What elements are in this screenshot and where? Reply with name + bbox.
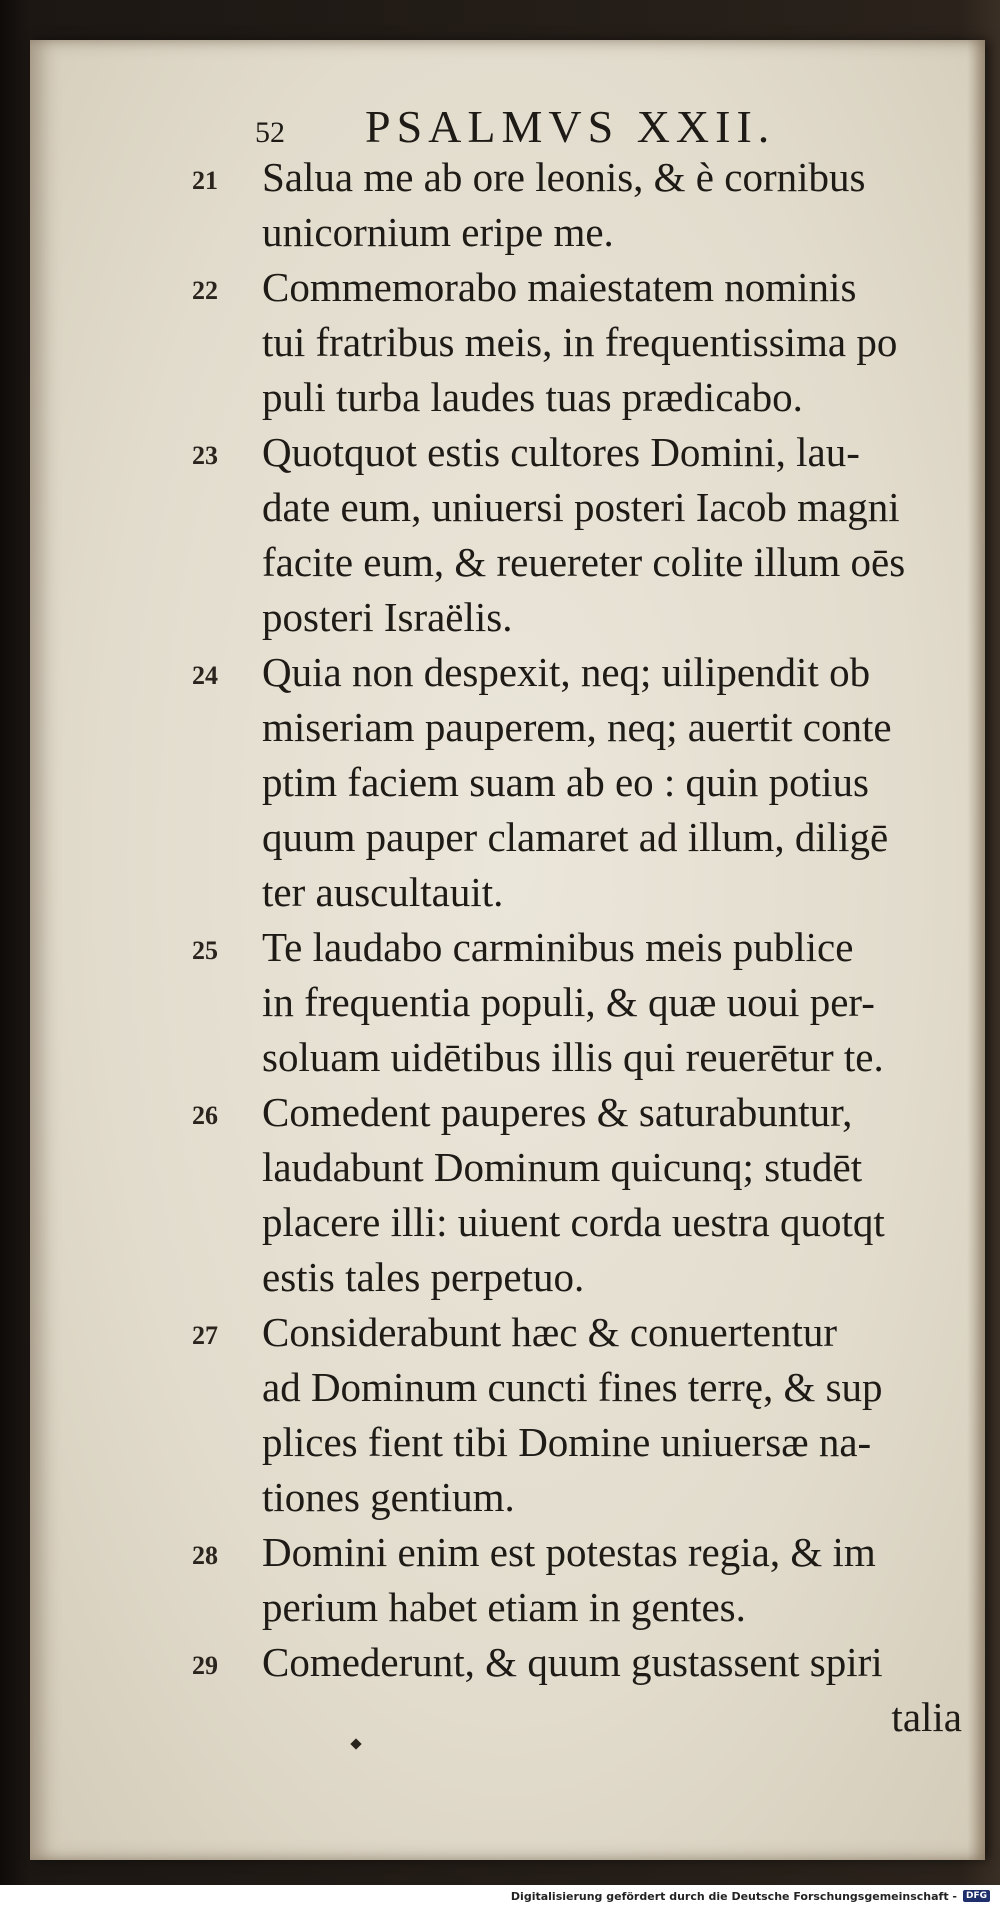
verse-line: Considerabunt hæc & conuertentur — [262, 1309, 838, 1355]
verse-line: miseriam pauperem, neq; auertit conte — [262, 704, 892, 750]
verse-line: perium habet etiam in gentes. — [262, 1584, 746, 1630]
verse-line: posteri Israëlis. — [262, 594, 513, 640]
verse-line: unicornium eripe me. — [262, 209, 614, 255]
verse-22 — [192, 260, 970, 425]
verse-line: laudabunt Dominum quicunq; studēt — [262, 1144, 863, 1190]
catchword: talia — [891, 1694, 962, 1740]
verse-21 — [192, 150, 970, 260]
page-number: 52 — [255, 116, 285, 149]
verse-number: 22 — [192, 276, 218, 305]
verse-line: tiones gentium. — [262, 1474, 515, 1520]
verse-line: in frequentia populi, & quæ uoui per- — [262, 979, 875, 1025]
verse-number: 25 — [192, 936, 218, 965]
verse-number: 23 — [192, 441, 218, 470]
footer-credit: Digitalisierung gefördert durch die Deutsche Forschungsgemeinschaft - — [510, 1889, 957, 1903]
verse-line: facite eum, & reuereter colite illum oēs — [262, 539, 906, 585]
verse-line: Quia non despexit, neq; uilipendit ob — [262, 649, 871, 695]
verse-line: quum pauper clamaret ad illum, diligē — [262, 814, 889, 860]
verse-line: plices fient tibi Domine uniuersæ na- — [262, 1419, 872, 1465]
verse-26 — [192, 1085, 970, 1305]
verse-number: 26 — [192, 1101, 218, 1130]
verse-27 — [192, 1305, 970, 1525]
verse-line: tui fratribus meis, in frequentissima po — [262, 319, 898, 365]
verse-line: Commemorabo maiestatem nominis — [262, 264, 857, 310]
verse-29 — [192, 1635, 970, 1745]
verse-line: ter auscultauit. — [262, 869, 504, 915]
verse-24 — [192, 645, 970, 920]
verse-line: ptim faciem suam ab eo : quin potius — [262, 759, 869, 805]
verse-list — [192, 150, 970, 1745]
verse-number: 27 — [192, 1321, 218, 1350]
verse-line: Domini enim est potestas regia, & im — [262, 1529, 876, 1575]
verse-28 — [192, 1525, 970, 1635]
running-title: PSALMVS XXII. — [365, 101, 776, 152]
verse-23 — [192, 425, 970, 645]
dfg-logo-icon: DFG — [963, 1890, 990, 1902]
verse-number: 28 — [192, 1541, 218, 1570]
verse-line: placere illi: uiuent corda uestra quotqt — [262, 1199, 885, 1245]
verse-number: 24 — [192, 661, 218, 690]
verse-line: puli turba laudes tuas prædicabo. — [262, 374, 803, 420]
verse-line: Comedent pauperes & saturabuntur, — [262, 1089, 853, 1135]
digitization-footer — [0, 1885, 1000, 1907]
verse-line: Salua me ab ore leonis, & è cornibus — [262, 154, 866, 200]
verse-25 — [192, 920, 970, 1085]
verse-line: date eum, uniuersi posteri Iacob magni — [262, 484, 900, 530]
verse-line: estis tales perpetuo. — [262, 1254, 585, 1300]
verse-line: Quotquot estis cultores Domini, lau- — [262, 429, 860, 475]
verse-line: Te laudabo carminibus meis publice — [262, 924, 854, 970]
verse-number: 29 — [192, 1651, 218, 1680]
verse-line: soluam uidētibus illis qui reuerētur te. — [262, 1034, 884, 1080]
verse-line: Comederunt, & quum gustassent spiri — [262, 1639, 883, 1685]
verse-number: 21 — [192, 166, 218, 195]
verse-line: ad Dominum cuncti fines terrę, & sup — [262, 1364, 883, 1410]
